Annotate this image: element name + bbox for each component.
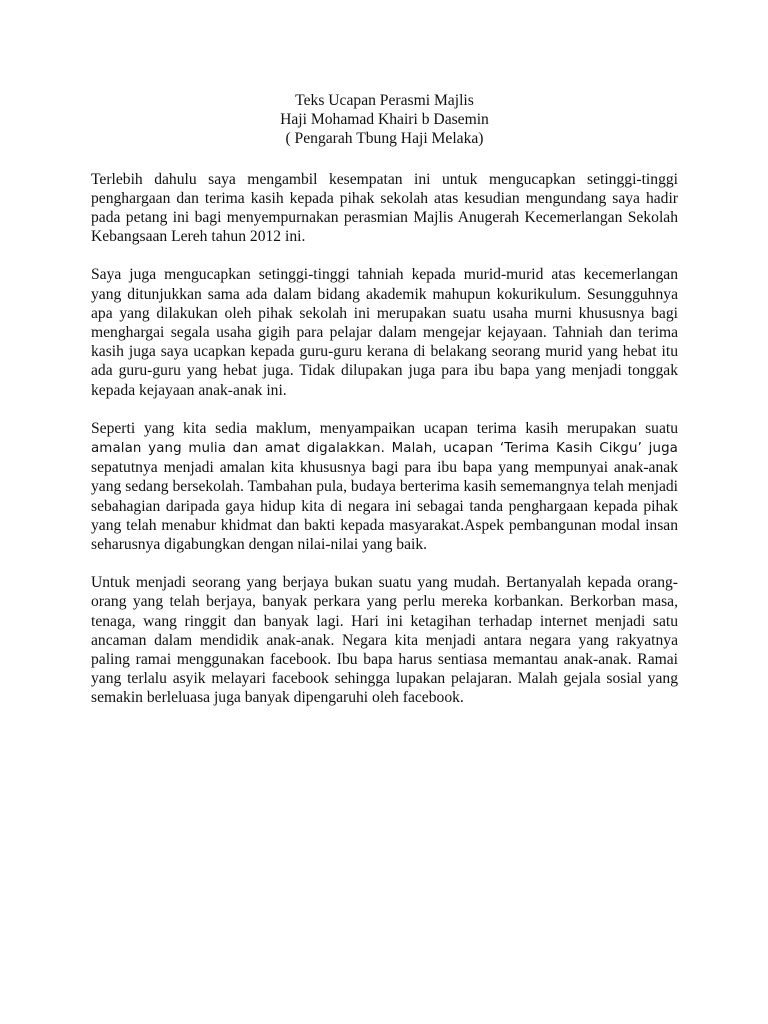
paragraph-gratitude-part-a: Seperti yang kita sedia maklum, menyampaikan ucapan terima kasih merupakan suatu [91, 419, 678, 437]
heading-speaker-name: Haji Mohamad Khairi b Dasemin [280, 111, 489, 129]
speech-heading [91, 91, 678, 149]
paragraph-gratitude [91, 419, 678, 554]
heading-title: Teks Ucapan Perasmi Majlis [295, 92, 474, 109]
paragraph-gratitude-part-b: sepatutnya menjadi amalan kita khususnya bagi para ibu bapa yang mempunyai anak-anak yang sedang bersekolah. Tambahan pula, budaya berterima kasih sememangnya telah menjadi sebahagian daripada gaya hidup kita di negara ini sebagai tanda penghargaan kepada pihak yang telah menabur khidmat dan bakti kepada masyarakat.Aspek pembangunan modal insan seharusnya digabungkan dengan nilai-nilai yang baik. [91, 459, 678, 554]
paragraph-success-and-internet: Untuk menjadi seorang yang berjaya bukan suatu yang mudah. Bertanyalah kepada orang-orang yang telah berjaya, banyak perkara yang perlu mereka korbankan. Berkorban masa, tenaga, wang ringgit dan banyak lagi. Hari ini ketagihan terhadap internet menjadi satu ancaman dalam mendidik anak-anak. Negara kita menjadi antara negara yang rakyatnya paling ramai menggunakan facebook. Ibu bapa harus sentiasa memantau anak-anak. Ramai yang terlalu asyik melayari facebook sehingga lupakan pelajaran. Malah gejala sosial yang semakin berleluasa juga banyak dipengaruhi oleh facebook. [91, 574, 678, 707]
paragraph-congratulations: Saya juga mengucapkan setinggi-tinggi tahniah kepada murid-murid atas kecemerlangan yang ditunjukkan sama ada dalam bidang akademik mahupun kokurikulum. Sesungguhnya apa yang dilakukan oleh pihak sekolah ini merupakan suatu usaha murni khususnya bagi menghargai segala usaha gigih para pelajar dalam mengejar kejayaan. Tahniah dan terima kasih juga saya ucapkan kepada guru-guru kerana di belakang seorang murid yang hebat itu ada guru-guru yang hebat juga. Tidak dilupakan juga para ibu bapa yang menjadi tonggak kepada kejayaan anak-anak ini. [91, 266, 678, 399]
paragraph-gratitude-alt-font-line: amalan yang mulia dan amat digalakkan. Malah, ucapan ‘Terima Kasih Cikgu’ juga [91, 441, 678, 457]
document-body [91, 91, 678, 727]
heading-speaker-position: ( Pengarah Tbung Haji Melaka) [285, 130, 484, 148]
paragraph-opening: Terlebih dahulu saya mengambil kesempatan ini untuk mengucapkan setinggi-tinggi penghargaan dan terima kasih kepada pihak sekolah atas kesudian mengundang saya hadir pada petang ini bagi menyempurnakan perasmian Majlis Anugerah Kecemerlangan Sekolah Kebangsaan Lereh tahun 2012 ini. [91, 170, 678, 246]
